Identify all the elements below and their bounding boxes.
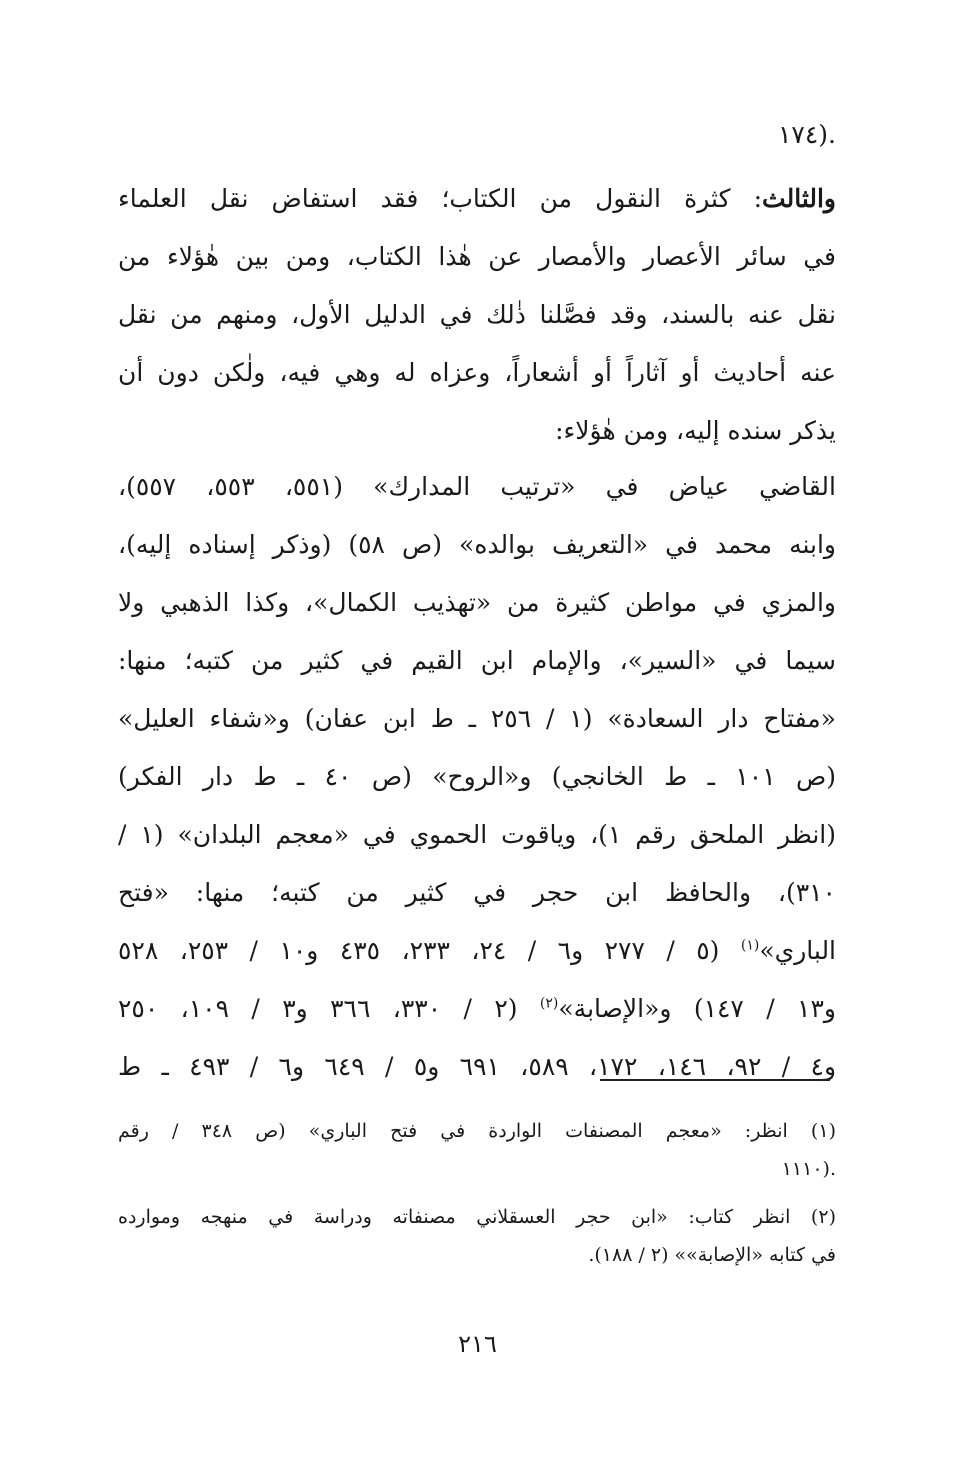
paragraph-line: نقل عنه بالسند، وقد فصَّلنا ذٰلك في الدليل الأول، ومنهم من نقل <box>118 300 836 329</box>
footnote-1-cont: .(١١١٠ <box>781 1158 836 1180</box>
footnote-2-cont: في كتابه «الإصابة»» (٢ / ١٨٨). <box>588 1244 836 1266</box>
footnote-divider <box>600 1079 830 1081</box>
paragraph-line: عنه أحاديث أو آثاراً أو أشعاراً، وعزاه له وهي فيه، ولٰكن دون أن <box>118 358 836 387</box>
paragraph-line: «مفتاح دار السعادة» (١ / ٢٥٦ ـ ط ابن عفان) و«شفاء العليل» <box>118 704 836 733</box>
footnotes <box>118 1112 836 1274</box>
continuation-line: .(١٧٤ <box>778 120 836 149</box>
paragraph-third-reason <box>118 170 836 460</box>
paragraph-line: الباري»$^{(١)}$ (٥ / ٢٧٧ و٦ / ٢٤، ٢٣٣، ٤٣٥ و١٠ / ٢٥٣، ٥٢٨ <box>118 936 837 965</box>
section-lead-word: والثالث <box>762 184 836 213</box>
paragraph-line: و٤ / ٩٢، ١٤٦، ١٧٢، ٥٨٩، ٦٩١ و٥ / ٦٤٩ و٦ / ٤٩٣ ـ ط <box>118 1052 837 1081</box>
paragraph-line: ٣١٠)، والحافظ ابن حجر في كثير من كتبه؛ منها: «فتح <box>118 878 836 907</box>
footnote-ref-2[interactable]: (٢) <box>539 995 559 1012</box>
page-number: ٢١٦ <box>458 1330 497 1358</box>
paragraph-line: والثالث: كثرة النقول من الكتاب؛ فقد استفاض نقل العلماء <box>118 184 836 213</box>
paragraph-line: سيما في «السير»، والإمام ابن القيم في كثير من كتبه؛ منها: <box>118 646 836 675</box>
footnote-ref-1[interactable]: (١) <box>740 937 760 954</box>
paragraph-line: وابنه محمد في «التعريف بوالده» (ص ٥٨) (وذكر إسناده إليه)، <box>118 530 836 559</box>
paragraph-citations <box>118 458 836 1096</box>
paragraph-line: في سائر الأعصار والأمصار عن هٰذا الكتاب، ومن بين هٰؤلاء من <box>118 242 836 271</box>
paragraph-line: القاضي عياض في «ترتيب المدارك» (٥٥١، ٥٥٣، ٥٥٧)، <box>118 472 836 501</box>
paragraph-line: والمزي في مواطن كثيرة من «تهذيب الكمال»، وكذا الذهبي ولا <box>118 588 836 617</box>
footnote-2: (٢) انظر كتاب: «ابن حجر العسقلاني مصنفاته ودراسة في منهجه وموارده <box>118 1206 836 1228</box>
top-fragment <box>118 106 836 164</box>
paragraph-line: يذكر سنده إليه، ومن هٰؤلاء: <box>555 416 836 445</box>
paragraph-line: (انظر الملحق رقم ١)، وياقوت الحموي في «معجم البلدان» (١ / <box>118 820 837 849</box>
paragraph-line: (ص ١٠١ ـ ط الخانجي) و«الروح» (ص ٤٠ ـ ط دار الفكر) <box>118 762 836 791</box>
paragraph-line: و١٣ / ١٤٧) و«الإصابة»$^{(٢)}$ (٢ / ٣٣٠، ٣٦٦ و٣ / ١٠٩، ٢٥٠ <box>118 994 836 1023</box>
footnote-1: (١) انظر: «معجم المصنفات الواردة في فتح الباري» (ص ٣٤٨ / رقم <box>118 1120 836 1142</box>
